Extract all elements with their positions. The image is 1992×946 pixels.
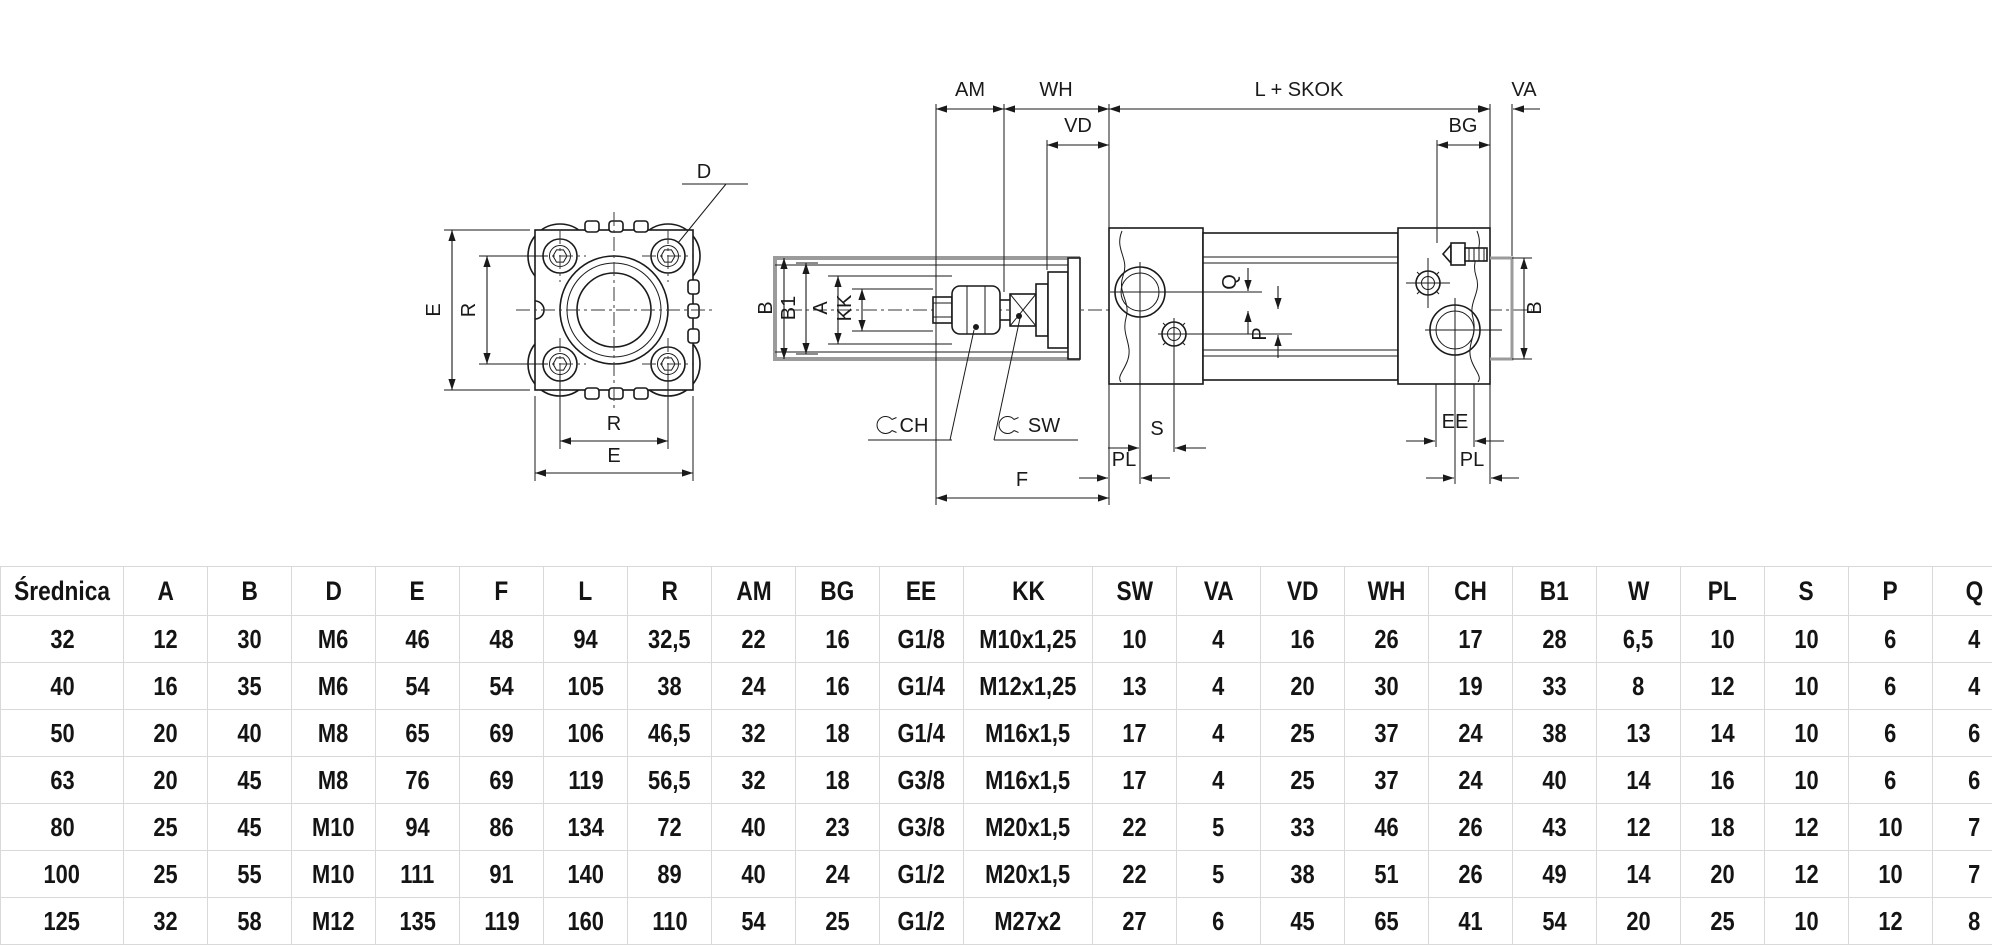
table-cell: 65 [376, 710, 460, 757]
table-cell: 13 [1093, 663, 1177, 710]
table-cell: 43 [1513, 804, 1597, 851]
piston-rod [933, 258, 1080, 359]
table-cell: 38 [628, 663, 712, 710]
table-cell: 6 [1177, 898, 1261, 945]
table-cell: 10 [1849, 851, 1933, 898]
column-header: AM [712, 567, 796, 616]
column-header: E [376, 567, 460, 616]
table-cell: 69 [460, 710, 544, 757]
dim-label-l-skok: L + SKOK [1254, 79, 1344, 101]
dim-label-r-bottom: R [606, 413, 622, 435]
table-cell: 8 [1597, 663, 1681, 710]
table-cell: M6 [292, 616, 376, 663]
table-row [1, 710, 1992, 757]
table-cell: 12 [1849, 898, 1933, 945]
dim-label-ch: CH [899, 415, 929, 437]
column-header-diameter: Średnica [1, 567, 124, 616]
column-header: F [460, 567, 544, 616]
table-cell: 24 [796, 851, 880, 898]
table-cell: 26 [1429, 804, 1513, 851]
table-cell: M10 [292, 851, 376, 898]
column-header: Q [1933, 567, 1992, 616]
table-cell: M27x2 [964, 898, 1093, 945]
table-cell: 33 [1513, 663, 1597, 710]
dim-label-d: D [696, 161, 712, 183]
column-header: PL [1681, 567, 1765, 616]
table-cell: 46,5 [628, 710, 712, 757]
table-cell: 72 [628, 804, 712, 851]
column-header: A [124, 567, 208, 616]
table-cell: 110 [628, 898, 712, 945]
table-cell: 50 [1, 710, 124, 757]
table-cell: 33 [1261, 804, 1345, 851]
table-cell: 17 [1093, 710, 1177, 757]
table-cell: 65 [1345, 898, 1429, 945]
table-cell: 58 [208, 898, 292, 945]
table-cell: 30 [1345, 663, 1429, 710]
table-cell: 105 [544, 663, 628, 710]
table-cell: 25 [796, 898, 880, 945]
table-cell: 22 [1093, 851, 1177, 898]
table-cell: 10 [1765, 616, 1849, 663]
column-header: B1 [1513, 567, 1597, 616]
table-cell: 20 [124, 710, 208, 757]
table-cell: M20x1,5 [964, 851, 1093, 898]
table-cell: 45 [208, 804, 292, 851]
table-cell: 45 [208, 757, 292, 804]
phantom-rear-outline [1490, 258, 1512, 359]
table-cell: M10 [292, 804, 376, 851]
table-cell: 40 [712, 804, 796, 851]
table-row [1, 851, 1992, 898]
table-cell: 86 [460, 804, 544, 851]
table-cell: 46 [1345, 804, 1429, 851]
table-cell: 20 [1597, 898, 1681, 945]
dim-label-b-right: B [1524, 301, 1546, 315]
table-cell: 26 [1345, 616, 1429, 663]
table-cell: 6 [1933, 710, 1992, 757]
column-header: SW [1093, 567, 1177, 616]
table-cell: 94 [376, 804, 460, 851]
table-cell: 100 [1, 851, 124, 898]
table-cell: 16 [1681, 757, 1765, 804]
column-header: CH [1429, 567, 1513, 616]
table-cell: 40 [1, 663, 124, 710]
table-cell: 5 [1177, 851, 1261, 898]
table-cell: 32,5 [628, 616, 712, 663]
table-cell: G1/2 [880, 851, 964, 898]
column-header: BG [796, 567, 880, 616]
dim-label-va: VA [1511, 79, 1537, 101]
table-cell: 160 [544, 898, 628, 945]
table-cell: 6,5 [1597, 616, 1681, 663]
table-cell: 37 [1345, 757, 1429, 804]
table-cell: 22 [1093, 804, 1177, 851]
table-cell: M8 [292, 710, 376, 757]
table-cell: 40 [712, 851, 796, 898]
table-cell: 22 [712, 616, 796, 663]
table-cell: 6 [1933, 757, 1992, 804]
table-header [1, 567, 1992, 616]
dim-label-q: Q [1219, 274, 1241, 290]
table-cell: 32 [124, 898, 208, 945]
dim-label-r-inner: R [458, 302, 480, 318]
table-cell: 16 [796, 616, 880, 663]
wrench-icon [877, 417, 896, 434]
table-cell: 10 [1093, 616, 1177, 663]
dim-label-a: A [810, 301, 832, 315]
table-cell: 16 [1261, 616, 1345, 663]
table-cell: 12 [1765, 851, 1849, 898]
dim-label-e-left: E [423, 303, 445, 317]
table-cell: 24 [1429, 757, 1513, 804]
table-cell: M8 [292, 757, 376, 804]
dim-label-f: F [1015, 469, 1029, 491]
table-cell: 41 [1429, 898, 1513, 945]
table-cell: 20 [124, 757, 208, 804]
table-cell: 63 [1, 757, 124, 804]
table-row [1, 757, 1992, 804]
table-cell: 40 [208, 710, 292, 757]
column-header: L [544, 567, 628, 616]
table-cell: 30 [208, 616, 292, 663]
table-cell: G3/8 [880, 804, 964, 851]
table-cell: 5 [1177, 804, 1261, 851]
table-row [1, 663, 1992, 710]
table-cell: 119 [544, 757, 628, 804]
table-cell: 69 [460, 757, 544, 804]
table-cell: 10 [1849, 804, 1933, 851]
column-header: S [1765, 567, 1849, 616]
front-view-drawing [423, 161, 748, 481]
table-cell: M12x1,25 [964, 663, 1093, 710]
table-cell: G1/2 [880, 898, 964, 945]
table-cell: 14 [1681, 710, 1765, 757]
table-cell: 35 [208, 663, 292, 710]
column-header: D [292, 567, 376, 616]
table-cell: 49 [1513, 851, 1597, 898]
dim-label-pl-right: PL [1459, 449, 1485, 471]
table-cell: M16x1,5 [964, 757, 1093, 804]
table-cell: 14 [1597, 851, 1681, 898]
table-cell: 6 [1849, 616, 1933, 663]
table-cell: M10x1,25 [964, 616, 1093, 663]
column-header: P [1849, 567, 1933, 616]
table-cell: 32 [712, 710, 796, 757]
table-cell: 56,5 [628, 757, 712, 804]
table-cell: 12 [1765, 804, 1849, 851]
table-cell: 32 [1, 616, 124, 663]
table-cell: 135 [376, 898, 460, 945]
side-view-drawing [755, 79, 1546, 505]
table-cell: 12 [1597, 804, 1681, 851]
table-cell: 4 [1177, 757, 1261, 804]
table-cell: 10 [1765, 663, 1849, 710]
table-cell: G1/4 [880, 663, 964, 710]
dim-label-am: AM [955, 79, 985, 101]
table-body [1, 616, 1992, 945]
rear-cover [1398, 228, 1490, 384]
dim-label-e-bottom: E [607, 445, 621, 467]
column-header: KK [964, 567, 1093, 616]
front-cover [1109, 228, 1203, 384]
dim-label-kk: KK [834, 294, 856, 322]
table-cell: 48 [460, 616, 544, 663]
table-cell: 10 [1765, 898, 1849, 945]
table-cell: 76 [376, 757, 460, 804]
table-cell: 54 [1513, 898, 1597, 945]
column-header: B [208, 567, 292, 616]
table-row [1, 898, 1992, 945]
ch-callout [868, 330, 974, 440]
cylinder-barrel [1203, 233, 1398, 380]
table-cell: 12 [124, 616, 208, 663]
table-cell: 54 [712, 898, 796, 945]
column-header: EE [880, 567, 964, 616]
table-cell: 7 [1933, 804, 1992, 851]
dim-label-sw: SW [1027, 415, 1061, 437]
table-cell: 125 [1, 898, 124, 945]
table-cell: 18 [796, 710, 880, 757]
table-cell: 25 [124, 804, 208, 851]
table-row [1, 804, 1992, 851]
table-cell: 37 [1345, 710, 1429, 757]
table-cell: 40 [1513, 757, 1597, 804]
table-cell: 25 [1261, 757, 1345, 804]
table-cell: 20 [1681, 851, 1765, 898]
table-cell: M6 [292, 663, 376, 710]
table-cell: 17 [1429, 616, 1513, 663]
table-cell: 25 [1261, 710, 1345, 757]
table-cell: 38 [1261, 851, 1345, 898]
column-header: VA [1177, 567, 1261, 616]
table-cell: 32 [712, 757, 796, 804]
table-cell: 55 [208, 851, 292, 898]
column-header: W [1597, 567, 1681, 616]
table-cell: 4 [1177, 663, 1261, 710]
table-cell: 16 [124, 663, 208, 710]
table-cell: 24 [1429, 710, 1513, 757]
table-row [1, 616, 1992, 663]
table-cell: G1/8 [880, 616, 964, 663]
table-cell: 4 [1933, 663, 1992, 710]
table-cell: 45 [1261, 898, 1345, 945]
dimensions-table [0, 566, 1992, 945]
dim-label-bg: BG [1448, 115, 1478, 137]
dim-label-ee: EE [1441, 411, 1469, 433]
table-cell: 24 [712, 663, 796, 710]
dim-label-wh: WH [1039, 79, 1073, 101]
table-cell: 106 [544, 710, 628, 757]
table-cell: 4 [1177, 616, 1261, 663]
table-cell: 4 [1933, 616, 1992, 663]
table-cell: 8 [1933, 898, 1992, 945]
table-cell: 111 [376, 851, 460, 898]
table-cell: 119 [460, 898, 544, 945]
dim-label-vd: VD [1064, 115, 1092, 137]
dim-label-b1: B1 [778, 295, 800, 321]
table-cell: 20 [1261, 663, 1345, 710]
table-cell: 54 [460, 663, 544, 710]
table-cell: 17 [1093, 757, 1177, 804]
table-cell: M12 [292, 898, 376, 945]
table-cell: 26 [1429, 851, 1513, 898]
table-cell: 94 [544, 616, 628, 663]
table-cell: 51 [1345, 851, 1429, 898]
table-cell: 25 [124, 851, 208, 898]
table-cell: 6 [1849, 757, 1933, 804]
table-cell: 140 [544, 851, 628, 898]
table-cell: 54 [376, 663, 460, 710]
table-cell: 10 [1765, 710, 1849, 757]
table-cell: 7 [1933, 851, 1992, 898]
dim-label-p: P [1249, 327, 1271, 341]
table-cell: 80 [1, 804, 124, 851]
table-cell: 4 [1177, 710, 1261, 757]
table-cell: 6 [1849, 710, 1933, 757]
dim-label-s: S [1150, 418, 1164, 440]
table-cell: 28 [1513, 616, 1597, 663]
table-cell: 14 [1597, 757, 1681, 804]
table-cell: 25 [1681, 898, 1765, 945]
wrench-icon [999, 417, 1018, 434]
table-cell: G1/4 [880, 710, 964, 757]
table-cell: 27 [1093, 898, 1177, 945]
dim-label-b-left: B [755, 301, 777, 315]
table-cell: G3/8 [880, 757, 964, 804]
column-header: WH [1345, 567, 1429, 616]
table-cell: 91 [460, 851, 544, 898]
table-cell: 10 [1765, 757, 1849, 804]
dim-label-pl-left: PL [1111, 449, 1137, 471]
table-cell: 19 [1429, 663, 1513, 710]
column-header: R [628, 567, 712, 616]
table-cell: 18 [796, 757, 880, 804]
table-cell: M20x1,5 [964, 804, 1093, 851]
table-cell: M16x1,5 [964, 710, 1093, 757]
column-header: VD [1261, 567, 1345, 616]
table-cell: 13 [1597, 710, 1681, 757]
table-cell: 10 [1681, 616, 1765, 663]
table-cell: 23 [796, 804, 880, 851]
table-cell: 38 [1513, 710, 1597, 757]
table-cell: 46 [376, 616, 460, 663]
table-cell: 16 [796, 663, 880, 710]
table-cell: 6 [1849, 663, 1933, 710]
table-cell: 89 [628, 851, 712, 898]
table-cell: 134 [544, 804, 628, 851]
table-cell: 18 [1681, 804, 1765, 851]
table-cell: 12 [1681, 663, 1765, 710]
